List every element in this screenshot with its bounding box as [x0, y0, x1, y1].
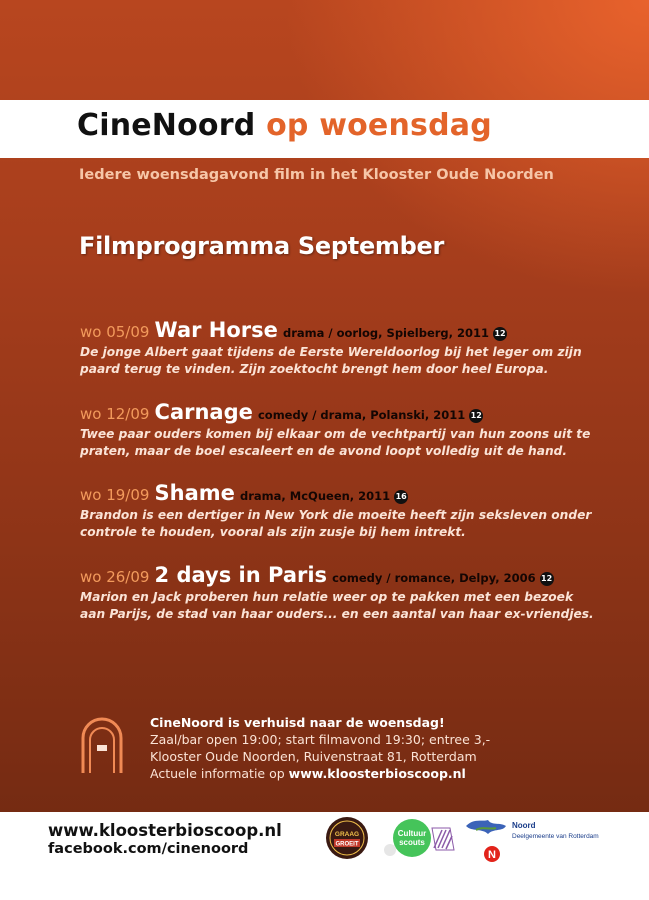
info-heading: CineNoord is verhuisd naar de woensdag! [150, 715, 445, 730]
film-title: 2 days in Paris [154, 563, 328, 587]
badge-logo [325, 816, 369, 860]
film-description-line: controle te houden, vooral als zijn zusje bij hem intrekt. [80, 525, 466, 539]
film-title: War Horse [154, 318, 278, 342]
info-website-line [150, 765, 490, 782]
film-title: Carnage [154, 400, 253, 424]
film-date: wo 12/09 [80, 405, 150, 423]
noord-logo-title: Noord [512, 821, 536, 830]
film-item [80, 479, 600, 541]
footer-facebook-link[interactable]: facebook.com/cinenoord [48, 841, 249, 857]
program-heading: Filmprogramma September [79, 232, 445, 260]
film-description-line: De jonge Albert gaat tijdens de Eerste Wereldoorlog bij het leger om zijn [80, 345, 582, 359]
film-description-line: paard terug te vinden. Zijn zoektocht brengt hem door heel Europa. [80, 362, 549, 376]
film-header [80, 316, 600, 344]
film-item [80, 316, 600, 378]
film-header [80, 479, 600, 507]
badge-logo-line2: GROEIT [335, 841, 359, 848]
film-header [80, 561, 600, 589]
cultuur-logo-word2: scouts [399, 838, 425, 847]
film-description-line: aan Parijs, de stad van haar ouders... en een aantal van haar ex-vriendjes. [80, 607, 594, 621]
age-rating-icon: 12 [493, 327, 507, 341]
info-website-prefix: Actuele informatie op [150, 766, 285, 781]
film-description-line: praten, maar de boel escaleert en de avond loopt volledig uit de hand. [80, 444, 567, 458]
film-meta: drama, McQueen, 2011 [240, 489, 391, 503]
age-rating-icon: 12 [540, 572, 554, 586]
film-title: Shame [154, 481, 235, 505]
noord-logo-letter: N [488, 849, 496, 861]
film-description-line: Twee paar ouders komen bij elkaar om de vechtpartij van hun zoons uit te [80, 427, 591, 441]
subtitle: Iedere woensdagavond film in het Klooster Oude Noorden [79, 167, 554, 183]
film-date: wo 05/09 [80, 323, 150, 341]
film-meta: drama / oorlog, Spielberg, 2011 [283, 326, 490, 340]
cultuur-logo-word1: Cultuur [397, 829, 427, 838]
film-item [80, 561, 600, 623]
film-meta: comedy / drama, Polanski, 2011 [257, 408, 466, 422]
film-header [80, 398, 600, 426]
film-date: wo 19/09 [80, 486, 150, 504]
noord-deelgemeente-logo [462, 816, 622, 866]
info-website-link[interactable]: www.kloosterbioscoop.nl [288, 766, 466, 781]
age-rating-icon: 16 [394, 490, 408, 504]
film-description-line: Brandon is een dertiger in New York die moeite heeft zijn seksleven onder [80, 508, 592, 522]
cultuur-scouts-logo [384, 818, 456, 860]
film-date: wo 26/09 [80, 568, 150, 586]
title-part-cinenoord: CineNoord [77, 108, 256, 143]
footer-website-link[interactable]: www.kloosterbioscoop.nl [48, 821, 282, 840]
noord-logo-subtitle: Deelgemeente van Rotterdam [512, 833, 599, 840]
info-opening-times: Zaal/bar open 19:00; start filmavond 19:30; entree 3,- [150, 732, 491, 747]
info-block [150, 714, 490, 782]
age-rating-icon: 12 [469, 409, 483, 423]
film-meta: comedy / romance, Delpy, 2006 [332, 571, 536, 585]
film-item [80, 398, 600, 460]
badge-logo-line1: GRAAG [334, 831, 360, 838]
film-description-line: Marion en Jack proberen hun relatie weer op te pakken met een bezoek [80, 590, 574, 604]
title-part-op-woensdag: op woensdag [266, 108, 492, 143]
arch-door-icon [80, 716, 124, 774]
page-title [77, 108, 492, 143]
info-address: Klooster Oude Noorden, Ruivenstraat 81, Rotterdam [150, 749, 477, 764]
